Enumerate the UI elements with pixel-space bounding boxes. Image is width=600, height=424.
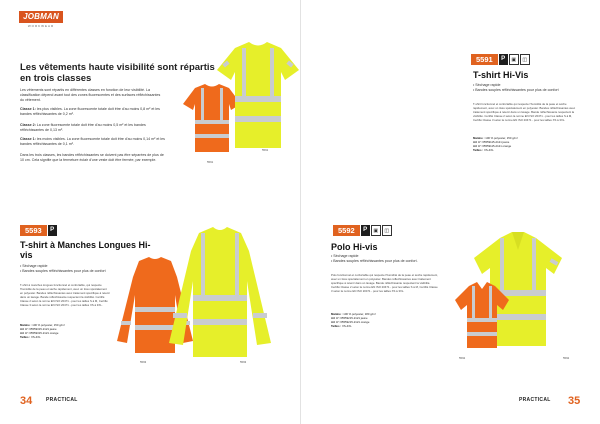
product-specs-5593: Matière : 100 % polyester, 150 g/m² Art n°: 65559315-2121 jaune Art n°: 65559315-2121 orange Tailles : XS-4XL (20, 323, 65, 339)
orange-polo-image (451, 280, 513, 350)
bullet-item: • Bandes souples réfléchissantes pour plus de confort (473, 88, 593, 93)
product-tag-5593 (20, 225, 57, 236)
product-title-5591: T-shirt Hi-Vis (473, 70, 529, 80)
practical-badge: P (499, 54, 508, 65)
practical-badge: P (48, 225, 57, 236)
product-specs-5591: Matière : 100 % polyester, 150 g/m² Art n°: 65559115-2121 jaune Art n°: 65559115-2121 orange Tailles : XS-4XL (473, 136, 518, 152)
product-bullets-5592 (331, 254, 471, 264)
product-title-5593: T-shirt à Manches Longues Hi-vis (20, 240, 151, 260)
yellow-longsleeve-image (165, 225, 275, 360)
caption-5593-b: 5593 (240, 360, 247, 364)
page-number-right: 35 (568, 395, 581, 407)
wash-care-icon: ◫ (382, 225, 392, 236)
caption-5592-a: 5592 (459, 356, 466, 360)
caption-5593-a: 5593 (140, 360, 147, 364)
footer-label-right: PRACTICAL (519, 397, 551, 403)
product-desc-5593: T-shirt à manches longues fonctionnel et confortable, qui respecte l'humidité de la peau et sèche rapidement, avec un tissu spécialement en polyester. Bandes réfléchissantes avec traitement spécifique à retenir dans un lavage. Bande réfléchissante respectent la visibilité. Certifié Classe 2 selon la norme EN ISO 20471 - pour les tailles S à M, Certifié Classe 3 selon la norme EN ISO 20471 - pour les tailles XS à 3XL. (20, 283, 110, 307)
product-code: 5593 (20, 225, 47, 236)
caption-5592-b: 5592 (563, 356, 570, 360)
product-desc-5592: Polo fonctionnel et confortable qui respecte l'humidité de la peau et sèche rapidement, avec un tissu spécialement en polyester. Bandes réfléchissantes avec traitement spécifique à retenir dans un lavage. Bande réfléchissante respectent la visibilité. Certifié Classe 2 selon la norme EN ISO 20471 - pour les tailles S à M, Certifié Classe 3 selon la norme EN ISO 20471 - pour les tailles XS à 3XL. (331, 273, 438, 293)
caption-5591-b: 5591 (207, 160, 214, 164)
right-page (300, 0, 600, 424)
intro-title: Les vêtements haute visibilité sont répartis en trois classes (20, 62, 215, 84)
bullet-item: • Bandes souples réfléchissantes pour plus de confort. (331, 259, 471, 264)
logo-subtitle: WORKWEAR (27, 24, 55, 28)
product-tag-5592 (333, 225, 392, 236)
product-code: 5591 (471, 54, 498, 65)
intro-paragraph: Les vêtements sont répartis en différentes classes en fonction de leur visibilité. La classification dépend avant tout des zones fluorescentes et des surfaces réfléchissantes du vêtement. (20, 88, 161, 102)
wash-care-icon: ◫ (520, 54, 530, 65)
practical-badge: P (361, 225, 370, 236)
product-title-5592: Polo Hi-vis (331, 242, 378, 252)
bullet-item: • Séchage rapide (331, 254, 471, 259)
bullet-item: • Bandes souples réfléchissantes pour plus de confort (20, 269, 160, 274)
class-3-text: Classe 1: les moins visibles. La zone fluorescente totale doit être d'au moins 0,14 m² et les bandes réfléchissantes de 0,1 m². (20, 137, 165, 146)
hi-vis-cert-icon: ▣ (371, 225, 381, 236)
intro-paragraph-2: Dans les trois classes, les bandes réfléchissantes se doivent pas être séparées de plus de 10 cm. Cela signifie que la fermeture éclair d'une veste doit être fermée, par exemple. (20, 153, 164, 162)
product-tag-5591 (471, 54, 530, 65)
product-desc-5591: T-shirt fonctionnel et confortable qui respecte l'humidité de la peau et sèche rapidement, avec un tissu spécialement en polyester. Bandes réfléchissantes avec traitement spécifique à retenir dans un lavage. Bande réfléchissante respectent la visibilité. Certifié Classe 2 selon la norme EN ISO 20471 - pour les tailles S à M, Certifié Classe 3 selon la norme EN ISO 20471 - pour les tailles XS à 3XL. (473, 102, 576, 122)
bullet-item: • Séchage rapide (20, 264, 160, 269)
footer-label-left: PRACTICAL (46, 397, 78, 403)
class-1-text: Classe 1: les plus visibles. La zone fluorescente totale doit être d'au moins 0,8 m² et les bandes réfléchissantes de 0,2 m². (20, 107, 160, 116)
jobman-logo: JOBMAN (19, 11, 63, 23)
class-2-text: Classe 2: La zone fluorescente totale doit être d'au moins 0,5 m² et les bandes réfléchissantes de 0,13 m². (20, 123, 146, 132)
page-number-left: 34 (20, 395, 33, 407)
caption-5591-a: 5591 (262, 148, 269, 152)
product-specs-5592: Matière : 100 % polyester, 180 g/m² Art n°: 65559215-2121 jaune Art n°: 65559215-2121 orange Tailles : XS-4XL (331, 312, 376, 328)
bullet-item: • Séchage rapide (473, 83, 593, 88)
product-bullets-5591 (473, 83, 593, 93)
product-code: 5592 (333, 225, 360, 236)
hi-vis-cert-icon: ▣ (509, 54, 519, 65)
yellow-tshirt-image (215, 40, 301, 150)
